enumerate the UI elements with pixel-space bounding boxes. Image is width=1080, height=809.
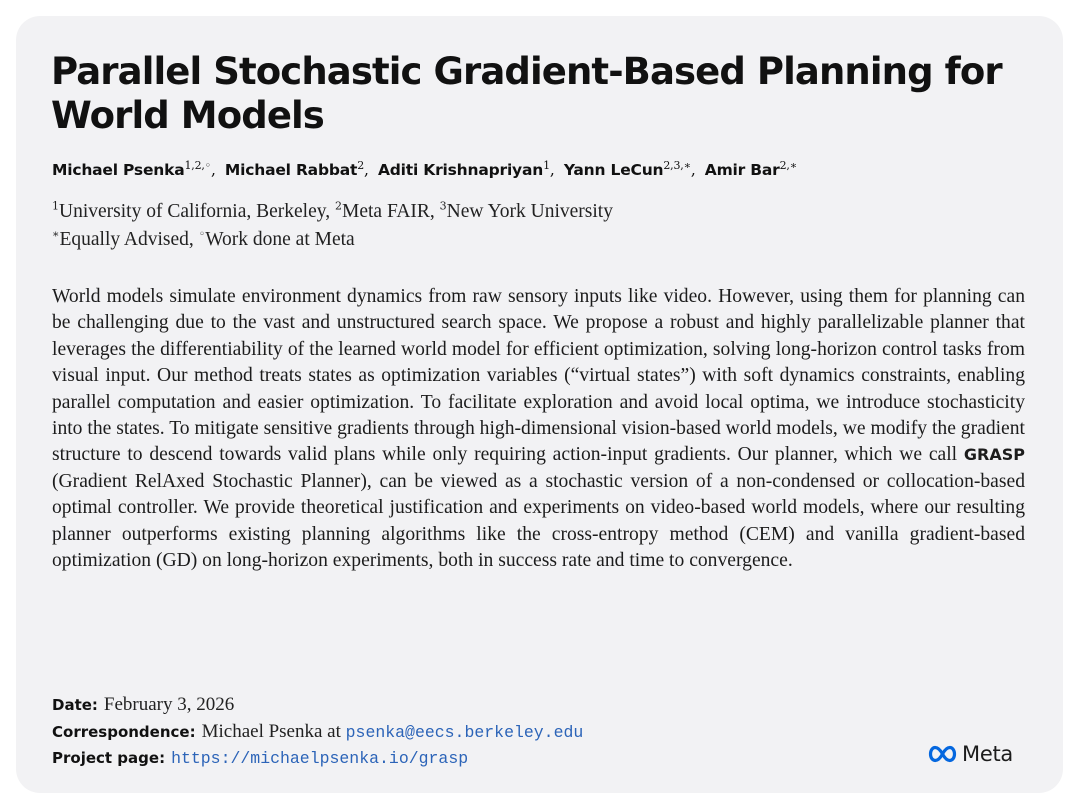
abstract-text-part2: (Gradient RelAxed Stochastic Planner), can be viewed as a stochastic version of a non-condensed or collocation-based optimal controller. We provide theoretical justification and experiments on video-based world models, where our resulting planner outperforms existing planning algorithms like the cross-entropy method (CEM) and vanilla gradient-based optimization (GD) on long-horizon experiments, both in success rate and time to convergence. [52,470,1025,572]
author-name: Amir Bar [704,161,780,179]
correspondence-name: Michael Psenka at [201,721,346,742]
paper-card [16,16,1063,793]
author-name: Aditi Krishnapriyan [377,161,544,179]
paper-title: Parallel Stochastic Gradient-Based Planning for World Models [51,50,1002,137]
meta-infinity-icon [928,745,957,763]
meta-logo [928,742,1013,766]
affiliation-text: Meta FAIR, [342,201,440,222]
author-name: Yann LeCun [563,161,664,179]
affiliation-mark: 1 [52,199,59,213]
note-mark: ◦ [198,227,206,241]
abstract [52,284,1025,574]
author-affiliation-marks: 2,∗ [779,158,797,172]
affiliation-mark: 2 [335,199,342,213]
correspondence-email-link[interactable]: psenka@eecs.berkeley.edu [345,723,584,742]
author-affiliation-marks: 1,2,◦ [184,158,211,172]
date-label: Date: [52,696,98,714]
correspondence-row [52,721,583,743]
author-affiliation-marks: 1 [543,158,550,172]
affiliation-text: New York University [446,201,613,222]
note-mark: ∗ [52,227,60,241]
affiliation-mark: 3 [439,199,447,213]
date-value: February 3, 2026 [103,694,235,715]
method-name: GRASP [963,445,1025,465]
note-text: Equally Advised, [59,229,199,250]
author-list: Michael Psenka$^{1,2,◦}$, Michael Rabbat$^2$, Aditi Krishnapriyan$^1$, Yann LeCun$^{2,3,∗}$, Amir Bar$^{2,∗}$ [52,158,797,179]
author-affiliation-marks: 2 [357,158,365,172]
notes-line [52,229,355,251]
affiliations-line [52,201,613,223]
note-text: Work done at Meta [205,229,355,250]
project-page-link[interactable]: https://michaelpsenka.io/grasp [171,749,469,768]
author-name: Michael Rabbat [224,161,358,179]
correspondence-label: Correspondence: [52,723,196,741]
author-affiliation-marks: 2,3,∗ [663,158,691,172]
author-name: Michael Psenka [52,161,185,179]
date-row [52,694,234,716]
project-page-label: Project page: [52,749,166,767]
meta-logo-text: Meta [962,742,1013,766]
project-page-row [52,748,468,768]
affiliation-text: University of California, Berkeley, [59,201,335,222]
abstract-text-part1: World models simulate environment dynamics from raw sensory inputs like video. However, using them for planning can be challenging due to the vast and unstructured search space. We propose a robust and highly parallelizable planner that leverages the differentiability of the learned world model for efficient optimization, solving long-horizon control tasks from visual input. Our method treats states as optimization variables (“virtual states”) with soft dynamics constraints, enabling parallel computation and easier optimization. To facilitate exploration and avoid local optima, we introduce stochasticity into the states. To mitigate sensitive gradients through high-dimensional vision-based world models, we modify the gradient structure to descend towards valid plans while only requiring action-input gradients. Our planner, which we call [52,286,1025,466]
